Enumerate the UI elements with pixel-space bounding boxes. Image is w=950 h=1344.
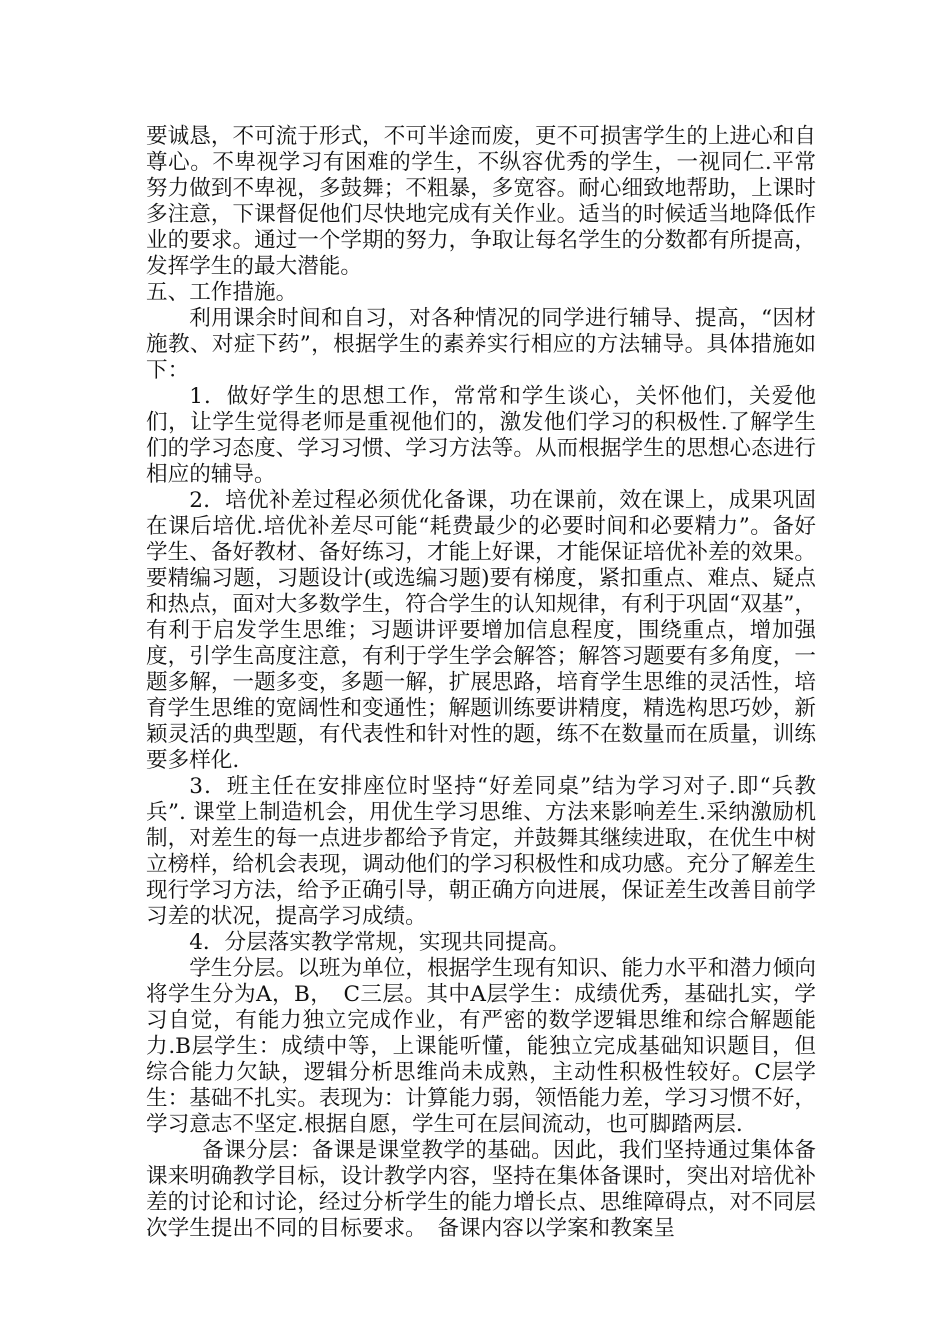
document-page [146, 124, 816, 1242]
paragraph-measure-3: 3．班主任在安排座位时坚持“好差同桌”结为学习对子.即“兵教兵”. 课堂上制造机会，用优生学习思维、方法来影响差生.采纳激励机制，对差生的每一点进步都给予肯定，并鼓舞其继续进取，在优生中树立榜样，给机会表现，调动他们的学习积极性和成功感。充分了解差生现行学习方法，给予正确引导，朝正确方向进展，保证差生改善目前学习差的状况，提高学习成绩。 [146, 774, 816, 929]
paragraph-lesson-prep-tiers: 备课分层：备课是课堂教学的基础。因此，我们坚持通过集体备课来明确教学目标，设计教学内容，坚持在集体备课时，突出对培优补差的讨论和讨论，经过分析学生的能力增长点、思维障碍点，对不同层次学生提出不同的目标要求。 备课内容以学案和教案呈 [146, 1138, 816, 1241]
section-heading-work-measures: 五、工作措施。 [146, 280, 298, 305]
paragraph-measure-1: 1．做好学生的思想工作，常常和学生谈心，关怀他们，关爱他们，让学生觉得老师是重视他们的，激发他们学习的积极性.了解学生们的学习态度、学习习惯、学习方法等。从而根据学生的思想心态进行相应的辅导。 [146, 384, 816, 487]
paragraph-student-tiers: 学生分层。以班为单位，根据学生现有知识、能力水平和潜力倾向将学生分为A，B， C三层。其中A层学生：成绩优秀，基础扎实，学习自觉，有能力独立完成作业，有严密的数学逻辑思维和综合解题能力.B层学生：成绩中等，上课能听懂，能独立完成基础知识题目，但综合能力欠缺，逻辑分析思维尚未成熟，主动性积极性较好。C层学生：基础不扎实。表现为：计算能力弱，领悟能力差，学习习惯不好，学习意志不坚定.根据自愿，学生可在层间流动，也可脚踏两层. [146, 956, 816, 1137]
paragraph-measure-2: 2．培优补差过程必须优化备课，功在课前，效在课上，成果巩固在课后培优.培优补差尽可能“耗费最少的必要时间和必要精力”。备好学生、备好教材、备好练习，才能上好课，才能保证培优补差的效果。要精编习题，习题设计(或选编习题)要有梯度，紧扣重点、难点、疑点和热点，面对大多数学生，符合学生的认知规律，有利于巩固“双基”，有利于启发学生思维；习题讲评要增加信息程度，围绕重点，增加强度，引学生高度注意，有利于学生学会解答；解答习题要有多角度，一题多解，一题多变，多题一解，扩展思路，培育学生思维的灵活性，培育学生思维的宽阔性和变通性；解题训练要讲精度，精选构思巧妙，新颖灵活的典型题，有代表性和针对性的题，练不在数量而在质量，训练要多样化. [146, 488, 816, 773]
paragraph-intro-continuation: 要诚恳，不可流于形式，不可半途而废，更不可损害学生的上进心和自尊心。不卑视学习有困难的学生，不纵容优秀的学生，一视同仁.平常努力做到不卑视，多鼓舞；不粗暴，多宽容。耐心细致地帮助，上课时多注意，下课督促他们尽快地完成有关作业。适当的时候适当地降低作业的要求。通过一个学期的努力，争取让每名学生的分数都有所提高，发挥学生的最大潜能。 [146, 124, 816, 279]
paragraph-measures-overview: 利用课余时间和自习，对各种情况的同学进行辅导、提高，“因材施教、对症下药”，根据学生的素养实行相应的方法辅导。具体措施如下： [146, 306, 816, 383]
paragraph-measure-4: 4．分层落实教学常规，实现共同提高。 [189, 930, 571, 955]
